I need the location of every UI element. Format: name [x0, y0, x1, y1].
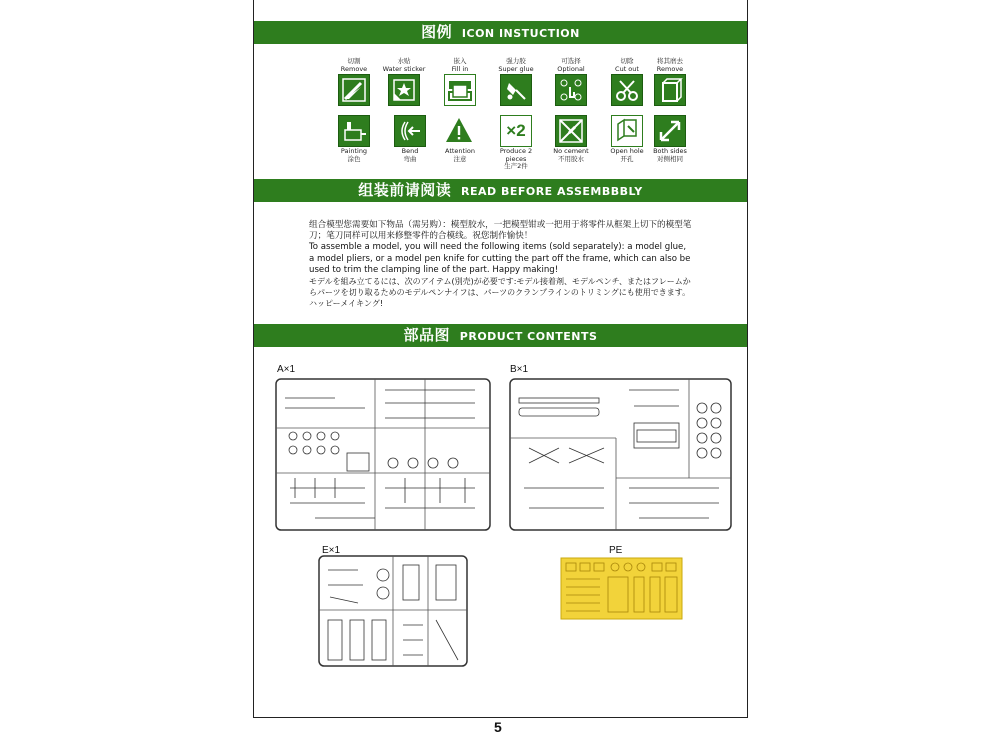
icon-caption-en: Cut out [615, 64, 639, 73]
sprue-b-icon [509, 378, 732, 531]
icon-cell-water-sticker [377, 58, 431, 107]
sprue-e-label: E×1 [322, 545, 341, 556]
icon-caption-en: Both sides [653, 147, 687, 155]
banner-en-title: PRODUCT CONTENTS [459, 330, 598, 343]
icon-cell-fill-in [433, 58, 487, 107]
open-hole-icon [611, 115, 643, 147]
banner-en-title: ICON INSTUCTION [461, 27, 580, 40]
icon-cell-remove [327, 58, 381, 107]
icon-caption-en: Open hole [610, 147, 644, 155]
icon-caption-cn: 将其磨去 [657, 57, 683, 65]
banner-cn-title: 图例 [421, 23, 453, 41]
sprue-e-icon [318, 555, 468, 667]
instructions-cn: 组合模型您需要如下物品（需另购）：模型胶水，一把模型钳或一把用于将零件从框架上切下的模型笔刀；笔刀同样可以用来修整零件的合模线。祝您制作愉快！ [309, 220, 692, 242]
read-before-assembly-banner [254, 179, 747, 202]
icon-caption-en: Attention [445, 147, 475, 155]
sprue-a-label: A×1 [277, 364, 296, 375]
icon-caption-en: No cement [553, 147, 589, 155]
icon-cell-both-sides [643, 114, 697, 163]
icon-caption-en: Produce 2 pieces [499, 147, 533, 163]
photo-etch-icon [560, 557, 683, 620]
icon-caption-cn: 生产2件 [504, 162, 528, 170]
optional-icon [555, 74, 587, 106]
icon-cell-painting [327, 114, 381, 163]
both-sides-icon [654, 115, 686, 147]
icon-caption-en: Fill in [451, 64, 469, 73]
sand-remove-icon [654, 74, 686, 106]
icon-caption-en: Painting [340, 147, 368, 155]
icon-caption-en: Optional [557, 64, 585, 73]
no-cement-icon [555, 115, 587, 147]
attention-icon [444, 115, 476, 147]
icon-cell-bend [383, 114, 437, 163]
instructions-jp: モデルを組み立てるには、次のアイテム(別売)が必要です:モデル接着剤、モデルペンチ、またはフレームからパーツを切り取るためのモデルペンナイフは、パーツのクランプラインのトリミングにも使用できます。ハッピーメイキング! [309, 277, 691, 309]
icon-caption-cn: 弯曲 [403, 154, 417, 163]
cut-remove-icon [338, 74, 370, 106]
icon-caption-cn: 切除 [620, 57, 634, 65]
bend-icon [394, 115, 426, 147]
sprue-a-icon [275, 378, 491, 531]
icon-caption-cn: 涂色 [347, 154, 361, 163]
icon-cell-optional [544, 58, 598, 107]
icon-cell-no-cement [544, 114, 598, 163]
icon-cell-sand-remove [643, 58, 697, 107]
icon-caption-cn: 嵌入 [453, 57, 467, 65]
icon-cell-attention [433, 114, 487, 163]
icon-caption-cn: 切割 [347, 57, 361, 65]
painting-icon [338, 115, 370, 147]
times-two-icon: ×2 [500, 115, 532, 147]
sprue-b-label: B×1 [510, 364, 529, 375]
fill-in-icon [444, 74, 476, 106]
water-sticker-icon [388, 74, 420, 106]
icon-caption-en: Super glue [498, 64, 534, 73]
banner-en-title: READ BEFORE ASSEMBBBLY [460, 185, 643, 198]
icon-caption-en: Bend [401, 147, 419, 155]
icon-cell-produce-two [489, 114, 543, 171]
icon-caption-cn: 注意 [453, 154, 467, 163]
icon-caption-cn: 开孔 [620, 154, 634, 163]
assembly-instructions [309, 220, 694, 310]
icon-caption-cn: 对侧相同 [657, 154, 683, 163]
icon-caption-en: Remove [340, 64, 368, 73]
icon-cell-super-glue [489, 58, 543, 107]
banner-cn-title: 组装前请阅读 [358, 181, 452, 199]
page-number: 5 [494, 719, 502, 735]
super-glue-icon [500, 74, 532, 106]
banner-cn-title: 部品图 [403, 326, 451, 344]
icon-caption-en: Remove [656, 64, 684, 73]
icon-instruction-banner [254, 21, 747, 44]
icon-caption-en: Water sticker [382, 64, 426, 73]
icon-caption-cn: 不用胶水 [558, 154, 584, 163]
photo-etch-label: PE [609, 545, 623, 556]
product-contents-banner [254, 324, 747, 347]
icon-caption-cn: 水贴 [397, 57, 411, 65]
instructions-en: To assemble a model, you will need the following items (sold separately): a model glue, a model pliers, or a model pen knife for cutting the part off the frame, which can also be used to trim the clamping line of the part. Happy making! [309, 242, 691, 275]
icon-caption-cn: 可选择 [561, 57, 581, 65]
cut-out-icon [611, 74, 643, 106]
icon-caption-cn: 强力胶 [506, 57, 526, 65]
